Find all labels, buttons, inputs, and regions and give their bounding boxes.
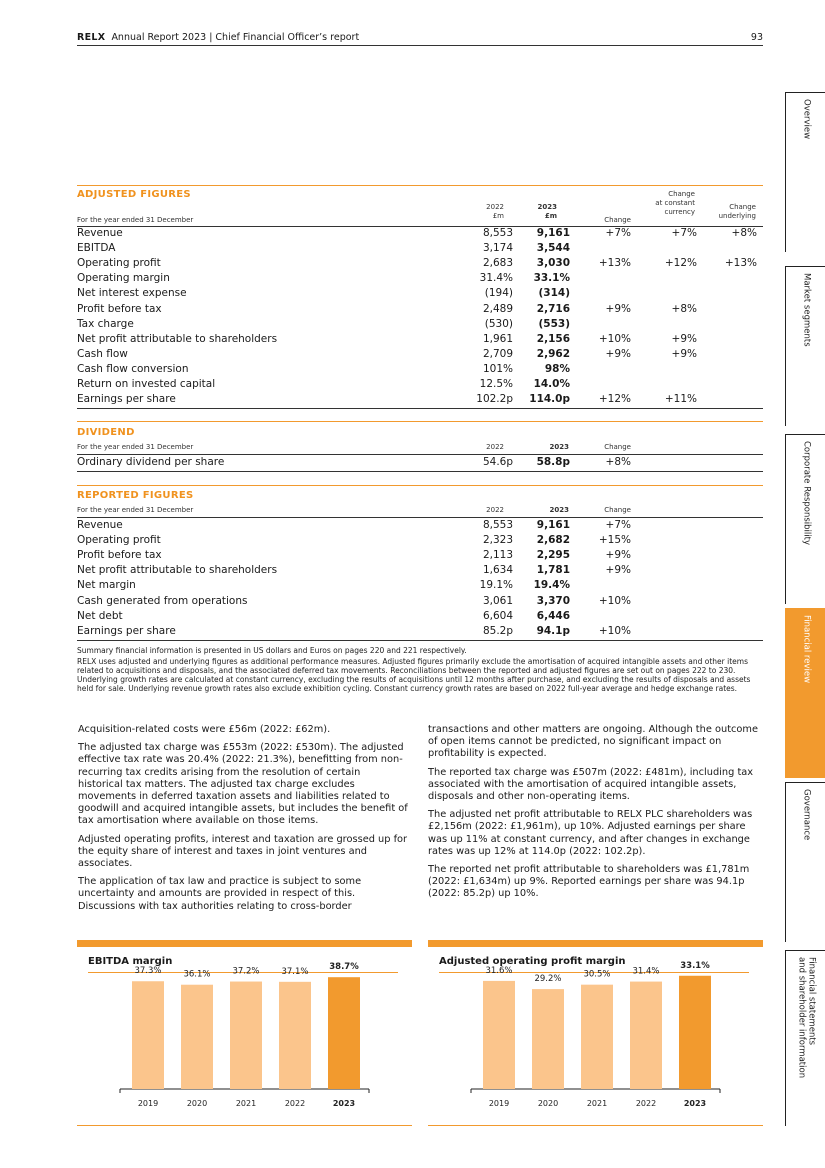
dividend-col-2023: 2023 <box>549 443 569 451</box>
row-value: 12.5% <box>479 378 513 390</box>
table-row <box>77 579 763 594</box>
row-value: 6,604 <box>482 609 513 622</box>
row-value: (194) <box>484 287 513 300</box>
category-label: 2021 <box>586 1099 608 1108</box>
row-value: 31.4% <box>479 272 513 285</box>
paragraph: transactions and other matters are ongoing. Although the outcome of open items cannot be predicted, no significant impact on profitability is expected. <box>428 724 758 760</box>
adjusted-period-label: For the year ended 31 December <box>77 216 194 224</box>
row-value: +13% <box>598 257 631 270</box>
category-label: 2020 <box>186 1099 208 1108</box>
category-label: 2022 <box>635 1099 657 1108</box>
section-tabs <box>785 92 825 1126</box>
table-row <box>77 363 763 378</box>
table-row <box>77 534 763 549</box>
row-value: +9% <box>605 347 631 360</box>
row-value: 3,370 <box>536 594 570 607</box>
table-row <box>77 348 763 363</box>
data-label: 29.2% <box>534 974 562 985</box>
row-value: 2,683 <box>482 257 513 270</box>
row-value: 2,682 <box>536 534 570 547</box>
row-value: 14.0% <box>533 378 570 390</box>
row-label: Cash generated from operations <box>77 594 248 607</box>
row-label: Net debt <box>77 609 123 622</box>
row-value: 33.1% <box>533 272 570 285</box>
row-label: Cash flow <box>77 347 128 360</box>
chart-title: EBITDA margin <box>88 956 173 967</box>
chart-title: Adjusted operating profit margin <box>439 956 626 967</box>
body-text-left <box>78 724 408 919</box>
row-value: 58.8p <box>536 456 570 468</box>
footnote: RELX uses adjusted and underlying figures as additional performance measures. Adjusted figures primarily exclude the amortisation of acquired intangible assets and other items related to acquisitions and disposals, and the associated deferred tax movements. Reconciliations between the reported and adjusted figures are set out on pages 222 to 230. Underlying growth rates are calculated at constant currency, excluding the results of acquisitions until 12 months after purchase, and excluding the results of disposals and assets held for sale. Underlying revenue growth rates also exclude exhibition cycling. Constant currency growth rates are based on 2022 full-year average and hedge exchange rates. <box>77 656 751 694</box>
adjusted-bottom-rule <box>77 408 763 409</box>
row-value: (314) <box>538 287 570 300</box>
bar <box>181 985 213 1089</box>
row-value: +10% <box>598 624 631 637</box>
tab-governance[interactable]: Governance <box>785 782 825 942</box>
row-label: Revenue <box>77 227 123 239</box>
tab-financial-review[interactable]: Financial review <box>785 608 825 778</box>
data-label: 36.1% <box>183 969 211 980</box>
dividend-period-label: For the year ended 31 December <box>77 443 194 451</box>
row-value: 19.4% <box>533 579 570 592</box>
row-label: Revenue <box>77 519 123 531</box>
reported-period-label: For the year ended 31 December <box>77 506 194 514</box>
row-value: 102.2p <box>476 393 513 406</box>
row-value: +13% <box>724 257 757 270</box>
bar <box>279 982 311 1089</box>
chart-bottom-rule <box>428 1125 763 1126</box>
reported-col-2022: 2022 <box>486 506 504 514</box>
header-title: Annual Report 2023 | Chief Financial Officer’s report <box>111 32 360 43</box>
row-value: 8,553 <box>482 519 513 531</box>
row-value: 2,489 <box>482 302 513 315</box>
row-value: 2,323 <box>482 534 513 547</box>
row-value: +8% <box>671 302 697 315</box>
tab-financial-statements[interactable]: Financial statements and shareholder information <box>785 950 825 1126</box>
reported-col-2023: 2023 <box>549 506 569 514</box>
bar <box>630 982 662 1089</box>
data-label: 33.1% <box>680 960 710 971</box>
dividend-top-rule <box>77 421 763 422</box>
row-value: +8% <box>605 456 631 468</box>
bar <box>132 981 164 1089</box>
row-value: 54.6p <box>482 456 513 468</box>
tab-market-segments[interactable]: Market segments <box>785 266 825 426</box>
header-rule <box>77 45 763 46</box>
bar <box>679 976 711 1089</box>
row-label: Earnings per share <box>77 624 176 637</box>
category-label: 2019 <box>488 1099 510 1108</box>
row-label: Net profit attributable to shareholders <box>77 564 278 577</box>
row-label: Net margin <box>77 579 136 592</box>
row-value: 8,553 <box>482 227 513 239</box>
table-row <box>77 564 763 579</box>
row-label: Profit before tax <box>77 302 162 315</box>
paragraph: The adjusted net profit attributable to RELX PLC shareholders was £2,156m (2022: £1,961m), up 10%. Adjusted earnings per share was up 11% at constant currency, and after changes in exchange rates was up 12% at 114.0p (2022: 102.2p). <box>428 809 753 857</box>
row-value: (553) <box>538 317 570 330</box>
brand-name: RELX <box>77 32 106 43</box>
reported-header-rule <box>77 517 763 518</box>
row-label: Ordinary dividend per share <box>77 456 225 468</box>
table-row <box>77 242 763 257</box>
row-value: +12% <box>664 257 697 270</box>
chart-bottom-rule <box>77 1125 412 1126</box>
data-label: 37.1% <box>281 966 309 977</box>
dividend-header-rule <box>77 454 763 455</box>
adjusted-operating-margin-chart <box>428 940 763 1126</box>
row-value: 2,709 <box>482 347 513 360</box>
tab-corporate-responsibility[interactable]: Corporate Responsibility <box>785 434 825 604</box>
paragraph: The reported tax charge was £507m (2022: £481m), including tax associated with the amortisation of acquired intangible assets, disposals and other non-operating items. <box>428 766 754 803</box>
row-value: +10% <box>598 332 631 345</box>
row-value: (530) <box>484 317 513 330</box>
category-label: 2022 <box>284 1099 306 1108</box>
col-underlying-header: Change underlying <box>718 203 756 220</box>
data-label: 31.4% <box>632 966 660 977</box>
row-value: +9% <box>605 302 631 315</box>
table-row <box>77 318 763 333</box>
row-label: Tax charge <box>77 317 134 330</box>
row-value: 2,716 <box>536 302 570 315</box>
reported-top-rule <box>77 485 763 486</box>
row-value: +7% <box>605 227 631 239</box>
paragraph: Acquisition-related costs were £56m (2022: £62m). <box>78 724 331 735</box>
data-label: 31.6% <box>485 965 513 976</box>
data-label: 37.3% <box>134 966 162 977</box>
ebitda-margin-chart <box>77 940 412 1126</box>
row-value: 1,634 <box>482 564 513 577</box>
bar <box>328 977 360 1089</box>
bar <box>532 989 564 1089</box>
row-label: Operating profit <box>77 534 161 547</box>
row-label: Profit before tax <box>77 549 162 562</box>
table-row <box>77 257 763 272</box>
row-value: 2,113 <box>482 549 513 562</box>
paragraph: The adjusted tax charge was £553m (2022: £530m). The adjusted effective tax rate was 20.4% (2022: 21.3%), benefitting from non-recurring tax credits arising from the resolution of certain historical tax matters. The adjusted tax charge excludes movements in deferred taxation assets and liabilities related to goodwill and acquired intangible assets, but includes the benefit of tax amortisation where available on those items. <box>78 742 408 827</box>
table-row <box>77 272 763 287</box>
tab-overview[interactable]: Overview <box>785 92 825 252</box>
row-value: +12% <box>598 393 631 406</box>
adjusted-top-rule <box>77 185 763 186</box>
footnotes <box>77 646 763 695</box>
row-value: +8% <box>731 227 757 239</box>
col-constant-currency-header: Change at constant currency <box>655 190 695 216</box>
col-2022-header: 2022 £m <box>486 203 504 220</box>
row-label: Operating profit <box>77 257 161 270</box>
row-label: EBITDA <box>77 242 116 255</box>
row-label: Net interest expense <box>77 287 187 300</box>
row-value: 1,781 <box>536 564 570 577</box>
row-value: 3,544 <box>536 242 570 255</box>
table-row <box>77 595 763 610</box>
dividend-title: DIVIDEND <box>77 427 135 438</box>
paragraph: The reported net profit attributable to shareholders was £1,781m (2022: £1,634m) up 9%. Reported earnings per share was 94.1p (2022: 85.2p) up 10%. <box>428 864 750 900</box>
row-value: 19.1% <box>479 579 513 592</box>
footnote: Summary financial information is presented in US dollars and Euros on pages 220 and 221 respectively. <box>77 646 467 655</box>
dividend-col-change: Change <box>604 443 631 451</box>
bar <box>230 982 262 1089</box>
paragraph: Adjusted operating profits, interest and taxation are grossed up for the equity share of interest and taxes in joint ventures and associates. <box>78 833 408 870</box>
category-label: 2021 <box>235 1099 257 1108</box>
row-value: +9% <box>671 332 697 345</box>
table-row <box>77 227 763 242</box>
row-value: +9% <box>605 564 631 577</box>
adjusted-operating-margin-plot <box>428 940 763 1126</box>
adjusted-figures-title: ADJUSTED FIGURES <box>77 189 191 200</box>
table-row <box>77 456 763 471</box>
row-value: 3,174 <box>482 242 513 255</box>
bar <box>581 985 613 1089</box>
row-label: Operating margin <box>77 272 170 285</box>
row-value: 94.1p <box>536 624 570 637</box>
ebitda-margin-plot <box>77 940 412 1126</box>
reported-col-change: Change <box>604 506 631 514</box>
bar <box>483 981 515 1089</box>
table-row <box>77 625 763 640</box>
row-label: Earnings per share <box>77 393 176 406</box>
col-2023-header: 2023 £m <box>537 203 557 220</box>
row-value: +10% <box>598 594 631 607</box>
row-value: +7% <box>671 227 697 239</box>
category-label: 2020 <box>537 1099 559 1108</box>
data-label: 38.7% <box>329 962 359 973</box>
row-value: +9% <box>671 347 697 360</box>
page-number: 93 <box>750 32 763 43</box>
row-label: Net profit attributable to shareholders <box>77 332 278 345</box>
category-label: 2023 <box>683 1099 707 1108</box>
row-value: 3,061 <box>482 594 513 607</box>
table-row <box>77 287 763 302</box>
row-value: 101% <box>482 362 513 375</box>
data-label: 37.2% <box>232 966 260 977</box>
row-value: 114.0p <box>529 393 570 406</box>
category-label: 2019 <box>137 1099 159 1108</box>
row-value: 1,961 <box>482 332 513 345</box>
data-label: 30.5% <box>583 969 611 980</box>
table-row <box>77 549 763 564</box>
col-change-header: Change <box>604 216 631 224</box>
page-header <box>77 32 763 43</box>
table-row <box>77 378 763 393</box>
table-row <box>77 610 763 625</box>
table-row <box>77 393 763 408</box>
category-label: 2023 <box>332 1099 356 1108</box>
row-label: Return on invested capital <box>77 378 216 390</box>
row-value: 9,161 <box>536 519 570 531</box>
row-label: Cash flow conversion <box>77 362 189 375</box>
dividend-col-2022: 2022 <box>486 443 504 451</box>
row-value: +7% <box>605 519 631 531</box>
table-row <box>77 333 763 348</box>
row-value: 9,161 <box>536 227 570 239</box>
body-text-right <box>428 724 762 907</box>
row-value: 3,030 <box>536 257 570 270</box>
row-value: 2,295 <box>536 549 570 562</box>
dividend-bottom-rule <box>77 471 763 472</box>
row-value: 6,446 <box>536 609 570 622</box>
row-value: 2,962 <box>536 347 570 360</box>
reported-figures-title: REPORTED FIGURES <box>77 490 194 501</box>
table-row <box>77 303 763 318</box>
row-value: +9% <box>605 549 631 562</box>
row-value: 98% <box>544 362 570 375</box>
row-value: 85.2p <box>482 624 513 637</box>
row-value: +11% <box>664 393 697 406</box>
row-value: +15% <box>598 534 631 547</box>
table-row <box>77 519 763 534</box>
reported-bottom-rule <box>77 640 763 641</box>
row-value: 2,156 <box>536 332 570 345</box>
paragraph: The application of tax law and practice is subject to some uncertainty and amounts are provided in respect of this. Discussions with tax authorities relating to cross-border <box>78 876 362 912</box>
